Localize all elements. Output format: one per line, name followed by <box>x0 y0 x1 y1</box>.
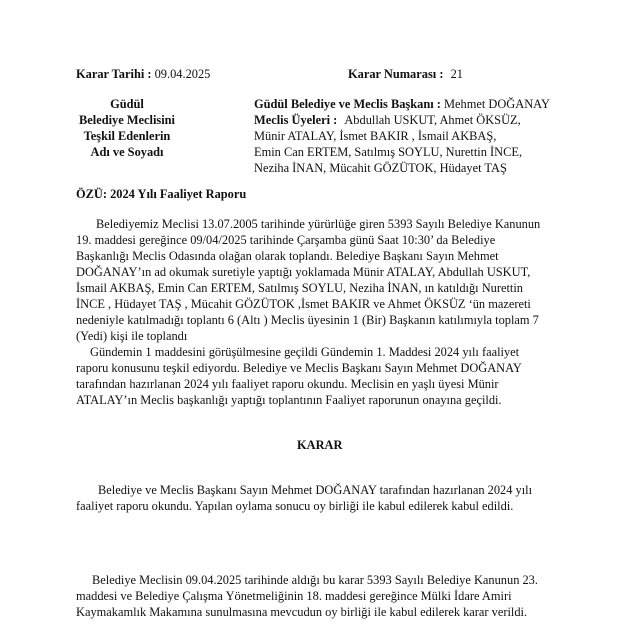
body-line: Başkanlığı Meclis Odasında olağan olarak toplandı. Belediye Başkanı Sayın Mehmet <box>76 249 499 263</box>
body-line: (Yedi) kişi ile toplandı <box>76 329 188 343</box>
decision-paragraph <box>76 482 581 514</box>
body-line: İsmail AKBAŞ, Emin Can ERTEM, Satılmış SOYLU, Neziha İNAN, ın katıldığı Nurettin <box>76 281 524 295</box>
council-label-line: Teşkil Edenlerin <box>83 129 171 143</box>
decision-line: Belediye ve Meclis Başkanı Sayın Mehmet DOĞANAY tarafından hazırlanan 2024 yılı <box>98 483 533 497</box>
mayor-row <box>254 96 550 112</box>
decision-number-label: Karar Numarası : <box>348 67 444 81</box>
decision-date-value: 09.04.2025 <box>154 67 211 81</box>
body-line: DOĞANAY’ın ad okumak suretiyle yaptığı yoklamada Münir ATALAY, Abdullah USKUT, <box>76 265 531 279</box>
decision-number-row <box>348 66 463 82</box>
decision-date-row <box>76 66 210 82</box>
members-row <box>254 112 521 128</box>
subject-line: ÖZÜ: 2024 Yılı Faaliyet Raporu <box>76 187 247 201</box>
council-label-line: Güdül <box>110 97 144 111</box>
closing-line: maddesi ve Belediye Çalışma Yönetmeliğinin 18. maddesi gereğince Mülki İdare Amiri <box>76 589 512 603</box>
closing-paragraph <box>76 572 581 620</box>
body-line: ATALAY’ın Meclis başkanlığı yaptığı toplantının Faaliyet raporunun onayına geçildi. <box>76 393 502 407</box>
closing-line: Belediye Meclisin 09.04.2025 tarihinde aldığı bu karar 5393 Sayılı Belediye Kanunun 23. <box>92 573 538 587</box>
members-line: Münir ATALAY, İsmet BAKIR , İsmail AKBAŞ, <box>254 129 497 143</box>
body-line: Gündemin 1 maddesini görüşülmesine geçildi Gündemin 1. Maddesi 2024 yılı faaliyet <box>90 345 520 359</box>
body-line: tarafından hazırlanan 2024 yılı faaliyet raporu okundu. Meclisin en yaşlı üyesi Münir <box>76 377 499 391</box>
decision-heading: KARAR <box>297 438 343 452</box>
decision-number-value: 21 <box>450 67 463 81</box>
mayor-label: Güdül Belediye ve Meclis Başkanı : <box>254 97 441 111</box>
council-label-line: Adı ve Soyadı <box>90 145 164 159</box>
mayor-name: Mehmet DOĞANAY <box>444 97 550 111</box>
body-line: İNCE , Hüdayet TAŞ , Mücahit GÖZÜTOK ,İsmet BAKIR ve Ahmet ÖKSÜZ ‘ün mazereti <box>76 297 531 311</box>
members-label: Meclis Üyeleri : <box>254 113 338 127</box>
members-line: Abdullah USKUT, Ahmet ÖKSÜZ, <box>344 113 521 127</box>
body-line: nedeniyle katılmadığı toplantı 6 (Altı ) Meclis üyesinin 1 (Bir) Başkanın katılımıyla toplam 7 <box>76 313 539 327</box>
body-paragraph-2 <box>76 344 581 408</box>
closing-line: Kaymakamlık Makamına sunulmasına mevcudun oy birliği ile kabul edilerek karar verildi. <box>76 605 528 619</box>
council-label-block <box>62 96 192 160</box>
body-line: Belediyemiz Meclisi 13.07.2005 tarihinde yürürlüğe giren 5393 Sayılı Belediye Kanunun <box>96 217 541 231</box>
council-label-line: Belediye Meclisini <box>78 113 175 127</box>
body-paragraph-1 <box>76 216 581 344</box>
members-line: Neziha İNAN, Mücahit GÖZÜTOK, Hüdayet TAŞ <box>254 161 507 175</box>
decision-date-label: Karar Tarihi : <box>76 67 152 81</box>
members-line: Emin Can ERTEM, Satılmış SOYLU, Nurettin İNCE, <box>254 145 523 159</box>
body-line: 19. maddesi gereğince 09/04/2025 tarihinde Çarşamba günü Saat 10:30’ da Belediye <box>76 233 496 247</box>
decision-line: faaliyet raporu okundu. Yapılan oylama sonucu oy birliği ile kabul edilerek kabul edildi. <box>76 499 514 513</box>
body-line: raporu konusunu teşkil ediyordu. Belediye ve Meclis Başkanı Sayın Mehmet DOĞANAY <box>76 361 522 375</box>
